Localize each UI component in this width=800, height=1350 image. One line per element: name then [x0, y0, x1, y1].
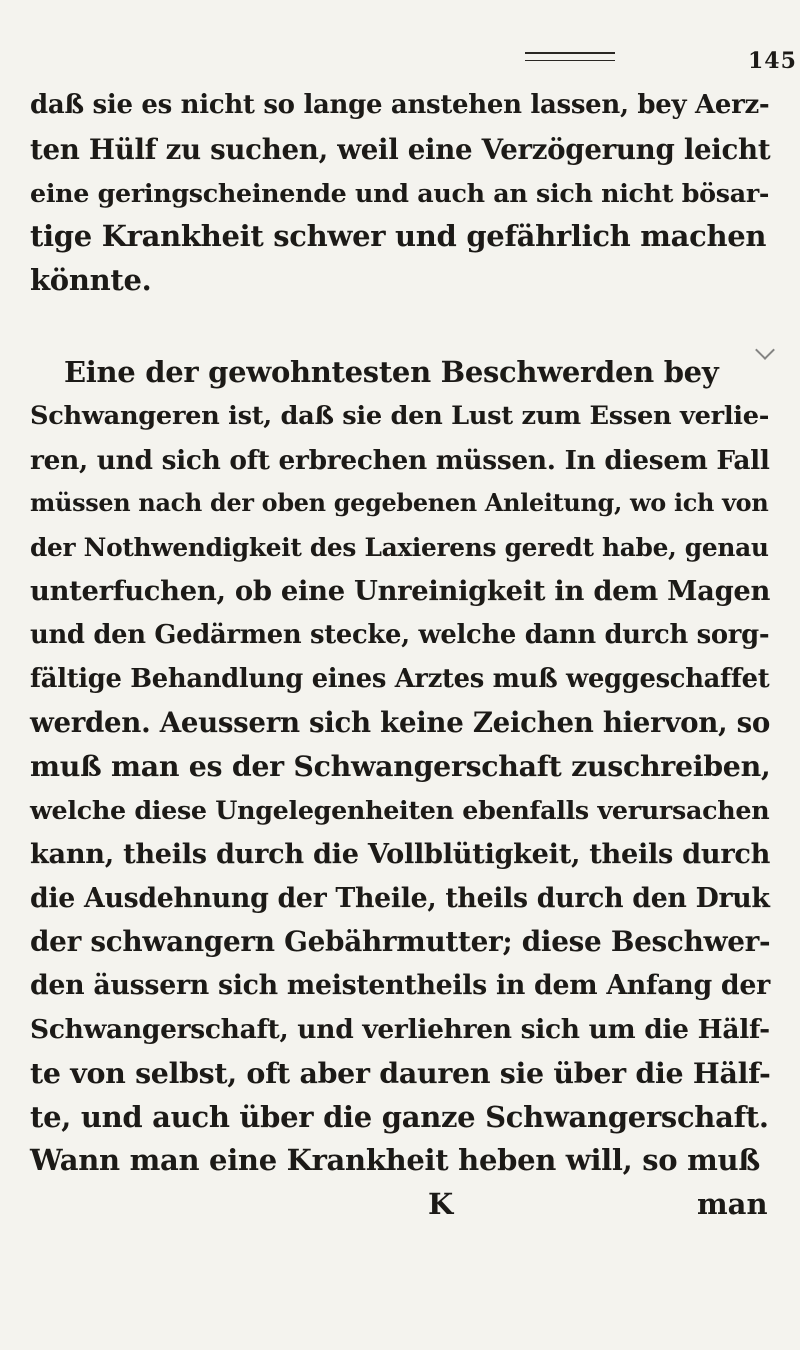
text-line: tige Krankheit schwer und gefährlich machen	[30, 219, 767, 254]
text-line: te, und auch über die ganze Schwangerschaft.	[30, 1099, 769, 1134]
text-line: eine geringscheinende und auch an sich nicht bösar-	[30, 177, 770, 208]
header-rule	[525, 52, 615, 61]
paragraph-1	[30, 84, 775, 303]
text-line: werden. Aeussern sich keine Zeichen hiervon, so	[30, 706, 771, 740]
text-line: Schwangerschaft, und verliehren sich um die Hälf-	[30, 1013, 770, 1045]
text-line: unterfuchen, ob eine Unreinigkeit in dem Magen	[30, 574, 771, 607]
text-line: muß man es der Schwangerschaft zuschreiben,	[30, 749, 771, 784]
page-number: 145	[748, 48, 797, 74]
text-block	[30, 84, 775, 1227]
text-line: und den Gedärmen stecke, welche dann durch sorg-	[30, 619, 770, 650]
text-line: te von selbst, oft aber dauren sie über die Hälf-	[30, 1055, 771, 1090]
text-line: Wann man eine Krankheit heben will, so muß	[30, 1143, 760, 1178]
text-line: fältige Behandlung eines Arztes muß weggeschaffet	[30, 663, 770, 694]
text-line: die Ausdehnung der Theile, theils durch den Druk	[30, 882, 770, 914]
paragraph-2	[30, 351, 775, 1183]
text-line: den äussern sich meistentheils in dem Anfang der	[30, 970, 770, 1002]
text-line: Schwangeren ist, daß sie den Lust zum Essen verlie-	[30, 400, 770, 431]
text-line: kann, theils durch die Vollblütigkeit, theils durch	[30, 837, 771, 870]
text-line: der Nothwendigkeit des Laxierens geredt habe, genau	[30, 533, 769, 563]
text-line: ten Hülf zu suchen, weil eine Verzögerung leicht	[30, 132, 771, 166]
signature-mark: K	[428, 1187, 454, 1222]
text-line: der schwangern Gebährmutter; diese Beschwer-	[30, 925, 771, 959]
page-footer	[30, 1183, 775, 1227]
text-line: daß sie es nicht so lange anstehen lassen, bey Aerz-	[30, 90, 770, 120]
catchword: man	[697, 1187, 768, 1222]
text-line: ren, und sich oft erbrechen müssen. In diesem Fall	[30, 444, 770, 476]
text-line: welche diese Ungelegenheiten ebenfalls verursachen	[30, 794, 770, 825]
text-line: könnte.	[30, 263, 152, 298]
text-line: müssen nach der oben gegebenen Anleitung, wo ich von	[30, 489, 769, 518]
text-line: Eine der gewohntesten Beschwerden bey	[64, 354, 719, 389]
paragraph-gap	[30, 303, 775, 351]
